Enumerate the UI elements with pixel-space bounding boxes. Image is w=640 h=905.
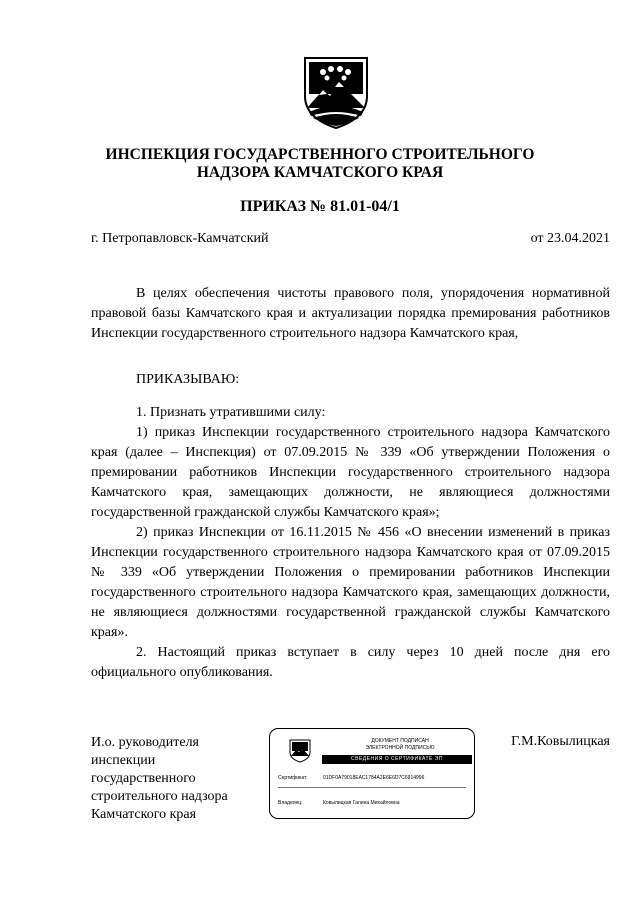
electronic-signature-stamp [269,728,475,819]
owner-value: Ковылицкая Галина Михайловна [323,800,400,806]
kamchatka-coat-of-arms-icon [297,56,375,130]
stamp-cert-bar: СВЕДЕНИЯ О СЕРТИФИКАТЕ ЭП [322,755,472,764]
coat-of-arms-icon [288,739,312,763]
stamp-divider [278,787,466,788]
intro-text: В целях обеспечения чистоты правового поля, упорядочения нормативной правовой базы Камчатского края и актуализации порядка премирования работников Инспекции государственного строительного надзора Камчатского края, [91,286,610,341]
order-word-block [91,370,610,390]
cert-value: 01DF0A79018ЕАС1784А2Е6Е6D7C6914996 [323,775,425,781]
order-date: от 23.04.2021 [530,231,610,246]
org-name-line1: ИНСПЕКЦИЯ ГОСУДАРСТВЕННОГО СТРОИТЕЛЬНОГО [105,146,535,163]
signer-position-line: Камчатского края [91,807,197,822]
order-word: ПРИКАЗЫВАЮ: [136,372,240,387]
order-title: ПРИКАЗ № 81.01-04/1 [240,198,400,215]
order-place: г. Петропавловск-Камчатский [91,231,269,246]
stamp-heading [330,738,470,751]
signer-position-line: инспекции [91,753,156,768]
order-items [91,403,610,683]
order-item: 1) приказ Инспекции государственного строительного надзора Камчатского края (далее – Инспекция) от 07.09.2015 № 339 «Об утверждении Положения о премировании работников Инспекции государственного строительного надзора Камчатского края, замещающих должности, не являющиеся должностями государственной гражданской службы Камчатского края»; [91,425,610,520]
order-item: 2) приказ Инспекции от 16.11.2015 № 456 «О внесении изменений в приказ Инспекции государственного строительного надзора Камчатского края от 07.09.2015 № 339 «Об утверждении Положения о премировании работников Инспекции государственного строительного надзора Камчатского края, замещающих должности, не являющиеся должностями государственной гражданской службы Камчатского края». [91,525,610,640]
stamp-owner-row [278,800,399,806]
stamp-cert-row [278,775,424,781]
stamp-heading-line: ЭЛЕКТРОННОЙ ПОДПИСЬЮ [365,744,435,751]
order-item: 1. Признать утратившими силу: [136,405,326,420]
cert-label: Сертификат: [278,775,308,781]
signer-position [91,734,228,824]
order-item: 2. Настоящий приказ вступает в силу через 10 дней после дня его официального опубликования. [91,645,610,680]
signer-position-line: И.о. руководителя [91,735,200,750]
stamp-heading-line: ДОКУМЕНТ ПОДПИСАН [371,738,429,744]
signer-name: Г.М.Ковылицкая [511,734,610,749]
signer-position-line: государственного [91,771,196,786]
org-name-line2: НАДЗОРА КАМЧАТСКОГО КРАЯ [196,164,444,181]
owner-label: Владелец: [278,800,303,806]
intro-paragraph [91,284,610,344]
signer-position-line: строительного надзора [91,789,228,804]
